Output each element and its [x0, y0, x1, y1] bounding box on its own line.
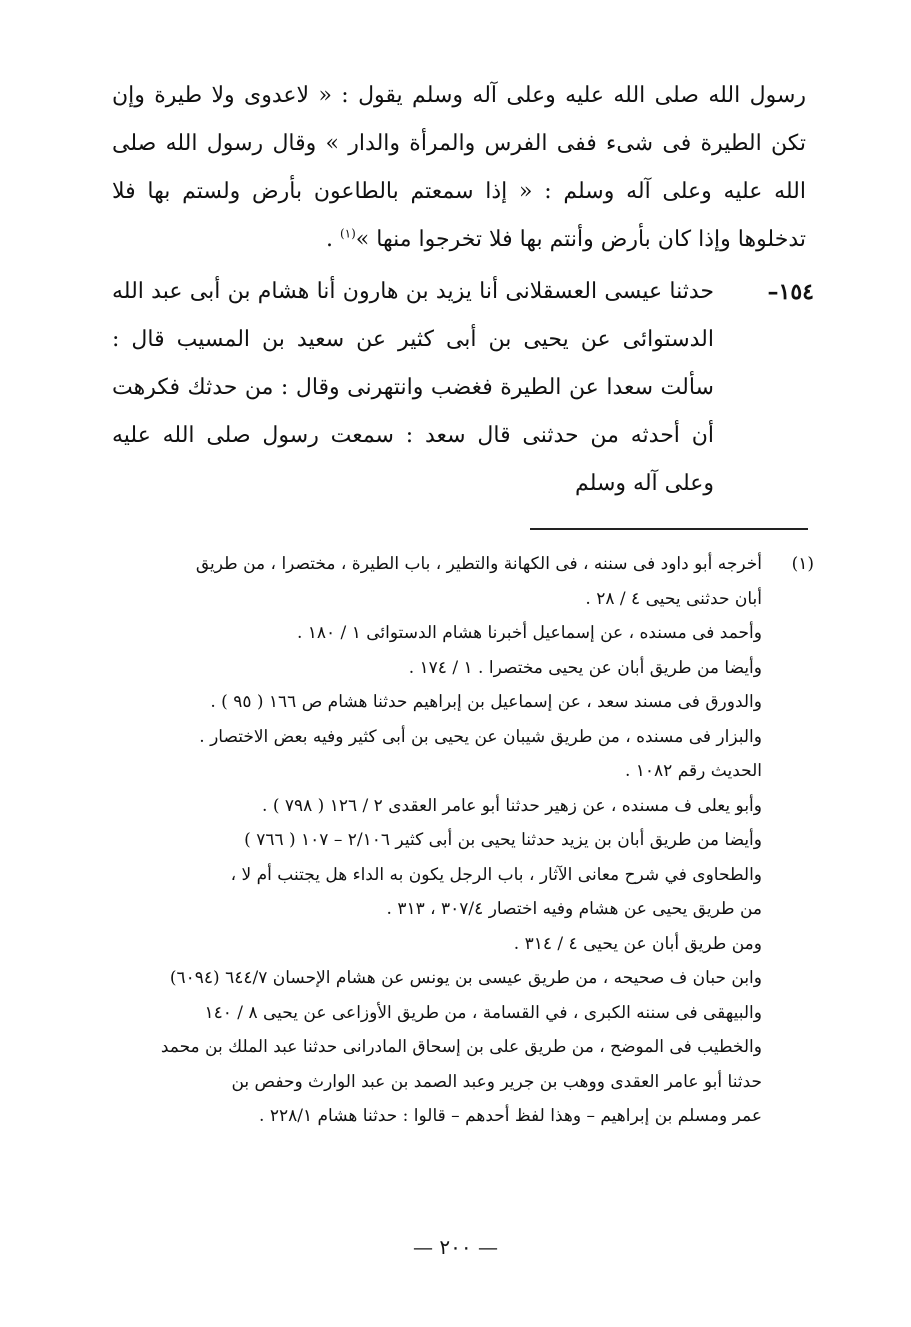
- hadith-text: حدثنا عيسى العسقلانى أنا يزيد بن هارون أنا هشام بن أبى عبد الله الدستوائى عن يحيى بن أبى كثير عن سعيد بن المسيب قال : سألت سعدا عن الطيرة فغضب وانتهرنى وقال : من حدثك فكرهت أن أحدثه من حدثنى قال سعد : سمعت رسول صلى الله عليه وعلى آله وسلم: [112, 279, 714, 496]
- hadith-paragraph: [112, 268, 814, 508]
- footnote-line: وأبو يعلى ف مسنده ، عن زهير حدثنا أبو عامر العقدى ٢ / ١٢٦ ( ٧٩٨ ) .: [262, 795, 762, 816]
- intro-paragraph-text: رسول الله صلى الله عليه وعلى آله وسلم يقول : « لاعدوى ولا طيرة وإن تكن الطيرة فى شىء ففى الفرس والمرأة والدار » وقال رسول الله صلى الله عليه وعلى آله وسلم : « إذا سمعتم بالطاعون بأرض ولستم بها فلا تدخلوها وإذا كان بأرض وأنتم بها فلا تخرجوا منها »: [112, 83, 806, 252]
- footnote-lines: [112, 547, 762, 1134]
- footnote-line: وأحمد فى مسنده ، عن إسماعيل أخبرنا هشام الدستوائى ١ / ١٨٠ .: [296, 623, 762, 643]
- main-text: [112, 72, 814, 508]
- footnotes-section: [112, 547, 812, 1134]
- footnote-marker: (١): [791, 554, 814, 574]
- intro-end: .: [325, 227, 333, 252]
- footnote-line: والبزار فى مسنده ، من طريق شيبان عن يحيى بن أبى كثير وفيه بعض الاختصار .: [199, 726, 762, 747]
- footnote-line: والدورق فى مسند سعد ، عن إسماعيل بن إبراهيم حدثنا هشام ص ١٦٦ ( ٩٥ ) .: [210, 692, 762, 712]
- footnote-line: الحديث رقم ١٠٨٢ .: [624, 761, 762, 781]
- footnote-line: حدثنا أبو عامر العقدى ووهب بن جرير وعبد الصمد بن عبد الوارث وحفص بن: [231, 1071, 762, 1092]
- footnote-line: من طريق يحيى عن هشام وفيه اختصار ٣٠٧/٤ ، ٣١٣ .: [386, 899, 762, 919]
- footnote-line: وابن حبان ف صحيحه ، من طريق عيسى بن يونس عن هشام الإحسان ٦٤٤/٧ (٦٠٩٤): [169, 968, 762, 988]
- footnote-line: أخرجه أبو داود فى سننه ، فى الكهانة والتطير ، باب الطيرة ، مختصرا ، من طريق: [195, 554, 762, 574]
- footnote-line: عمر ومسلم بن إبراهيم – وهذا لفظ أحدهم – قالوا : حدثنا هشام ٢٢٨/١ .: [259, 1106, 762, 1126]
- footnote-line: والبيهقى فى سننه الكبرى ، في القسامة ، من طريق الأوزاعى عن يحيى ٨ / ١٤٠: [204, 1002, 762, 1023]
- intro-paragraph: [112, 72, 806, 264]
- hadith-number: ١٥٤–: [767, 279, 814, 305]
- footnote-separator: [530, 528, 808, 530]
- footnote-line: والطحاوى في شرح معانى الآثار ، باب الرجل يكون به الداء هل يجتنب أم لا ،: [230, 864, 762, 885]
- footnote-line: والخطيب فى الموضح ، من طريق على بن إسحاق المادرانى حدثنا عبد الملك بن محمد: [160, 1037, 762, 1057]
- page-number: — ٢٠٠ —: [413, 1235, 498, 1259]
- footnote-reference: (١): [339, 226, 356, 241]
- footnote-line: وأيضا من طريق أبان بن يزيد حدثنا يحيى بن أبى كثير ٢/١٠٦ – ١٠٧ ( ٧٦٦ ): [244, 830, 762, 850]
- footnote-line: ومن طريق أبان عن يحيى ٤ / ٣١٤ .: [513, 933, 762, 954]
- footnote-line: وأيضا من طريق أبان عن يحيى مختصرا . ١ / ١٧٤ .: [408, 657, 762, 678]
- footnote-line: أبان حدثنى يحيى ٤ / ٢٨ .: [585, 588, 762, 609]
